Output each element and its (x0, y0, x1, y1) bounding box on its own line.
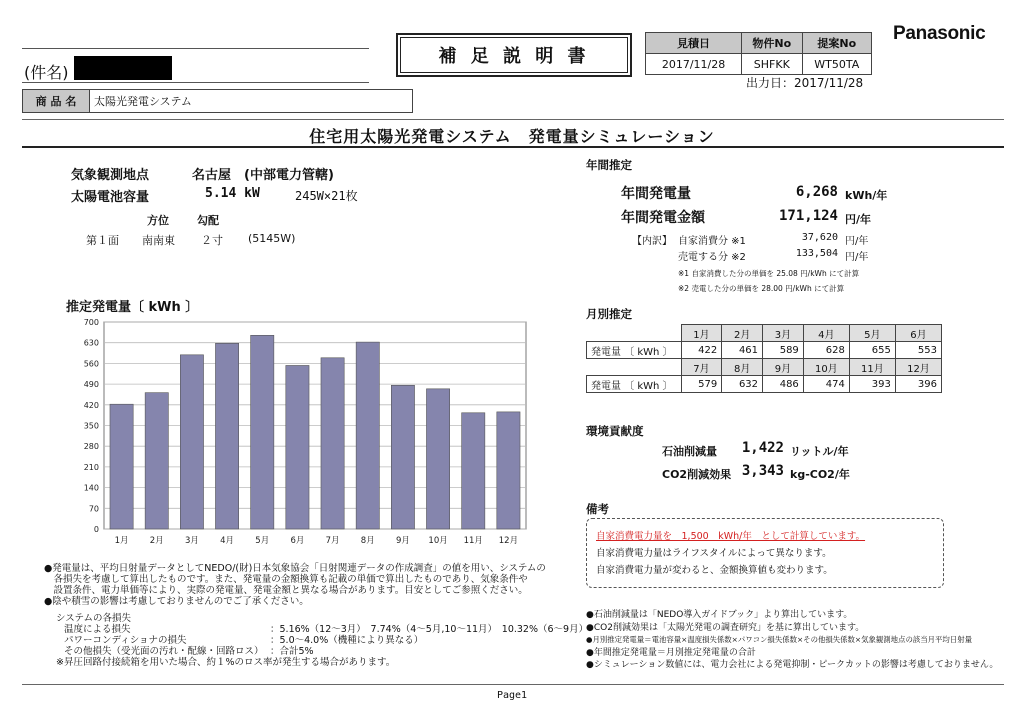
blank-cell (587, 325, 682, 342)
note-line: 設置条件、電力単価等により、実際の発電量、発電金額と異なる場合があります。目安としてご参照ください。 (44, 585, 528, 596)
month-cell: 12月 (895, 359, 941, 376)
value-cell: 628 (803, 342, 849, 359)
x-tick-label: 12月 (498, 536, 519, 546)
annual-amount-unit: 円/年 (845, 213, 872, 226)
sell-value: 133,504 (795, 248, 838, 259)
annual-gen-unit: kWh/年 (845, 189, 888, 202)
month-cell: 4月 (803, 325, 849, 342)
capacity-detail: 245W×21枚 (295, 189, 358, 203)
remark-conversion: 自家消費電力量が変わると、金額換算値も変わります。 (596, 565, 833, 576)
y-tick-label: 210 (83, 462, 99, 472)
x-tick-label: 5月 (255, 536, 270, 546)
bar (145, 393, 168, 529)
x-tick-label: 6月 (290, 536, 305, 546)
month-cell: 11月 (849, 359, 895, 376)
month-cell: 9月 (763, 359, 804, 376)
title-rule-bottom (22, 146, 1004, 148)
value-cell: 396 (895, 376, 941, 393)
remark-lifestyle: 自家消費電力量はライフスタイルによって異なります。 (596, 548, 832, 559)
annual-amount-value: 171,124 (778, 208, 838, 224)
capacity-label: 太陽電池容量 (71, 190, 150, 205)
brand-logo: Panasonic (893, 23, 986, 44)
value-cell: 461 (722, 342, 763, 359)
face-label: 第１面 (86, 234, 119, 247)
month-cell: 1月 (681, 325, 722, 342)
bar (215, 343, 238, 529)
direction-header: 方位 (147, 214, 169, 227)
month-cell: 5月 (849, 325, 895, 342)
case-label: (件名) (24, 63, 69, 82)
month-cell: 8月 (722, 359, 763, 376)
product-row (22, 89, 413, 113)
note-line: ●CO2削減効果は「太陽光発電の調査研究」を基に算出しています。 (586, 622, 865, 633)
monthly-generation-chart (60, 314, 540, 554)
env-section-title: 環境貢献度 (586, 424, 644, 438)
estimate-date-header: 見積日 (646, 33, 742, 54)
sell-label: 売電する分 ※2 (678, 252, 746, 263)
other-loss-value: ：合計5% (270, 646, 314, 657)
value-cell: 632 (722, 376, 763, 393)
remark-self-consumption: 自家消費電力量を 1,500 kWh/年 として計算しています。 (596, 531, 866, 542)
co2-label: CO2削減効果 (662, 468, 732, 481)
station-value: 名古屋 (中部電力管轄) (192, 168, 334, 183)
blank-cell (587, 359, 682, 376)
pcs-loss-label: パワーコンディショナの損失 (64, 635, 187, 646)
value-cell: 553 (895, 342, 941, 359)
row-label: 発電量 〔 kWh 〕 (587, 376, 682, 393)
y-tick-label: 630 (83, 338, 99, 348)
y-tick-label: 280 (83, 442, 99, 452)
x-tick-label: 10月 (428, 536, 448, 546)
co2-unit: kg-CO2/年 (790, 468, 850, 481)
monthly-table (586, 324, 942, 393)
bar (426, 389, 449, 529)
x-tick-label: 3月 (184, 536, 199, 546)
product-name: 太陽光発電システム (94, 95, 192, 108)
x-tick-label: 7月 (325, 536, 340, 546)
note-line: ●月別推定発電量＝電池容量×温度損失係数×パワコン損失係数×その他損失係数×気象観測地点の該当月平均日射量 (586, 635, 972, 644)
bar (180, 355, 203, 529)
generation-notes (44, 563, 584, 607)
value-cell: 486 (763, 376, 804, 393)
pcs-loss-value: ：5.0～4.0%（機種により異なる） (270, 635, 424, 646)
monthly-header-row-b (587, 359, 942, 376)
sell-unit: 円/年 (845, 252, 869, 263)
value-cell: 579 (681, 376, 722, 393)
monthly-section-title: 月別推定 (586, 307, 632, 321)
self-consumption-label: 自家消費分 ※1 (678, 236, 746, 247)
value-cell: 655 (849, 342, 895, 359)
bar (110, 404, 133, 529)
bar (286, 365, 309, 529)
x-tick-label: 4月 (220, 536, 235, 546)
bar (497, 412, 520, 529)
note-line: ●石油削減量は「NEDO導入ガイドブック」より算出しています。 (586, 610, 853, 620)
self-consumption-unit: 円/年 (845, 236, 869, 247)
x-tick-label: 9月 (395, 536, 410, 546)
remarks-section-title: 備考 (586, 502, 609, 516)
y-tick-label: 70 (88, 504, 99, 514)
x-tick-label: 1月 (114, 536, 129, 546)
oil-value: 1,422 (741, 440, 784, 456)
note-line: ●年間推定発電量＝月別推定発電量の合計 (586, 647, 756, 658)
y-tick-label: 140 (83, 483, 99, 493)
proposal-no-header: 提案No (802, 33, 871, 54)
other-loss-label: その他損失（受光面の汚れ・配線・回路ロス） (64, 646, 264, 657)
doc-title-box (396, 33, 632, 77)
oil-label: 石油削減量 (662, 445, 717, 458)
y-tick-label: 700 (83, 318, 99, 327)
page-number: Page1 (496, 690, 528, 701)
row-label: 発電量 〔 kWh 〕 (587, 342, 682, 359)
x-tick-label: 2月 (149, 536, 164, 546)
bar (391, 385, 414, 529)
bar (356, 342, 379, 529)
unit-price-note-2: ※2 売電した分の単価を 28.00 円/kWh にて計算 (678, 284, 845, 293)
bar (251, 335, 274, 529)
y-tick-label: 490 (83, 380, 99, 390)
slope-header: 勾配 (197, 214, 219, 227)
monthly-header-row-a (587, 325, 942, 342)
y-tick-label: 560 (83, 359, 99, 369)
note-line: 各損失を考慮して算出したものです。また、発電量の金額換算も記載の単価で算出したものであり、気象条件や (44, 574, 528, 585)
monthly-value-row-a (587, 342, 942, 359)
estimate-date-value: 2017/11/28 (646, 54, 742, 75)
y-tick-label: 420 (83, 400, 99, 410)
capacity-value: 5.14 kW (205, 186, 260, 201)
month-cell: 6月 (895, 325, 941, 342)
title-rule-top (22, 119, 1004, 120)
annual-gen-label: 年間発電量 (621, 186, 691, 202)
month-cell: 2月 (722, 325, 763, 342)
value-cell: 589 (763, 342, 804, 359)
month-cell: 10月 (803, 359, 849, 376)
temp-loss-label: 温度による損失 (64, 624, 131, 635)
footer-rule (22, 684, 1004, 685)
unit-price-note-1: ※1 自家消費した分の単価を 25.08 円/kWh にて計算 (678, 269, 860, 278)
note-line: ●発電量は、平均日射量データとしてNEDO/(財)日本気象協会「日射関連データの作成調査」の値を用い、システムの (44, 563, 546, 574)
x-tick-label: 8月 (360, 536, 375, 546)
case-underline-bottom (22, 82, 369, 83)
bar (462, 413, 485, 529)
face-slope: ２寸 (201, 234, 223, 247)
product-label: 商 品 名 (23, 90, 90, 112)
value-cell: 422 (681, 342, 722, 359)
y-tick-label: 0 (93, 525, 99, 534)
monthly-value-row-b (587, 376, 942, 393)
loss-title: システムの各損失 (56, 613, 132, 624)
oil-unit: リットル/年 (790, 445, 849, 458)
case-redaction (74, 56, 172, 80)
case-underline (22, 48, 369, 49)
y-tick-label: 350 (83, 421, 99, 431)
value-cell: 474 (803, 376, 849, 393)
temp-loss-value: ：5.16%（12～3月） 7.74%（4～5月,10～11月） 10.32%（6～9月） (270, 624, 589, 635)
co2-value: 3,343 (741, 463, 784, 479)
boost-note: ※昇圧回路付接続箱を用いた場合、約１%のロス率が発生する場合があります。 (56, 657, 396, 668)
chart-title: 推定発電量〔 kWh 〕 (66, 300, 199, 315)
note-line: ●陰や積雪の影響は考慮しておりませんのでご了承ください。 (44, 596, 309, 607)
annual-section-title: 年間推定 (586, 158, 632, 172)
doc-title: 補 足 説 明 書 (438, 46, 590, 67)
calculation-notes (586, 609, 1016, 672)
value-cell: 393 (849, 376, 895, 393)
face-direction: 南南東 (142, 234, 175, 247)
breakdown-label: 【内訳】 (632, 236, 672, 247)
header-info-table (645, 32, 872, 75)
main-title: 住宅用太陽光発電システム 発電量シミュレーション (309, 127, 715, 146)
note-line: ●シミュレーション数値には、電力会社による発電抑制・ピークカットの影響は考慮しておりません。 (586, 660, 999, 670)
station-label: 気象観測地点 (71, 168, 150, 183)
output-date: 出力日：2017/11/28 (746, 76, 864, 90)
month-cell: 3月 (763, 325, 804, 342)
annual-amount-label: 年間発電金額 (621, 210, 705, 226)
bar (321, 358, 344, 529)
proposal-no-value: WT50TA (802, 54, 871, 75)
month-cell: 7月 (681, 359, 722, 376)
face-watts: (5145W) (248, 232, 296, 245)
self-consumption-value: 37,620 (801, 232, 838, 243)
property-no-value: SHFKK (742, 54, 802, 75)
property-no-header: 物件No (742, 33, 802, 54)
x-tick-label: 11月 (463, 536, 483, 546)
annual-gen-value: 6,268 (795, 184, 838, 200)
